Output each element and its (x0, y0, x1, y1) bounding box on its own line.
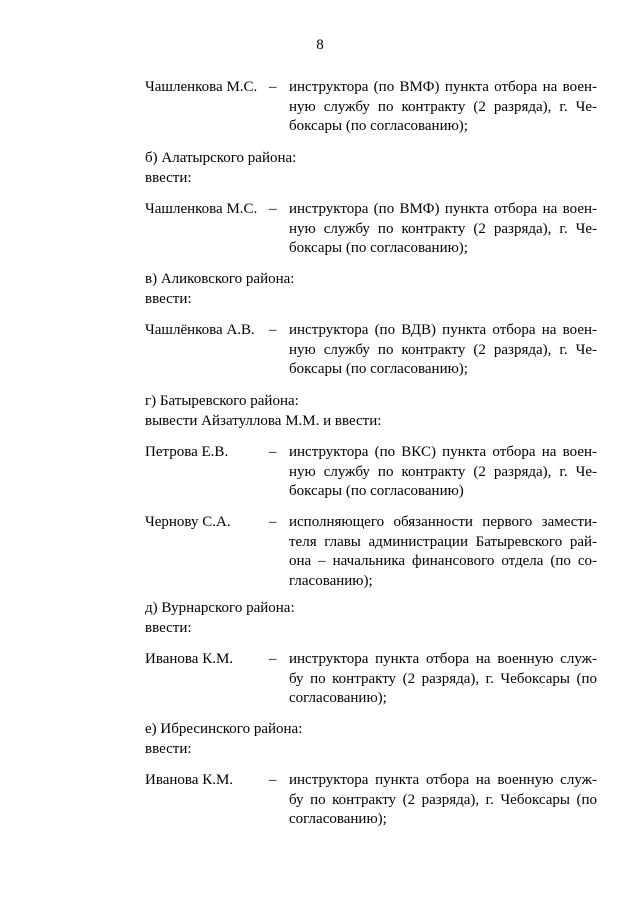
section-heading: г) Батыревского района: (145, 393, 299, 409)
section-vurnarsky (145, 599, 597, 638)
description-line: она – начальника финансового отдела (по со- (289, 553, 597, 570)
entry-ivanova-2 (145, 771, 597, 830)
position-description (289, 443, 597, 502)
dash: – (269, 322, 277, 338)
description-line: бу по контракту (2 разряда), г. Чебоксары (по (289, 791, 597, 808)
description-line: инструктора (по ВДВ) пункта отбора на воен- (289, 322, 597, 338)
section-action: ввести: (145, 740, 192, 757)
section-batyrevsky (145, 392, 597, 431)
dash: – (269, 444, 277, 460)
person-name: Иванова К.М. (145, 772, 234, 788)
section-action: ввести: (145, 169, 192, 186)
section-alikovsky (145, 270, 597, 309)
section-action: ввести: (145, 290, 192, 307)
entry-chashlyonkova (145, 321, 597, 380)
section-heading: д) Вурнарского района: (145, 600, 295, 616)
description-line: гласованию); (289, 572, 373, 589)
person-name: Чашленкова М.С. (145, 201, 258, 217)
entry-chashlenkova-1 (145, 78, 597, 137)
description-line: боксары (по согласованию) (289, 483, 464, 500)
description-line: теля главы администрации Батыревского рай- (289, 533, 597, 550)
person-name: Петрова Е.В. (145, 444, 229, 460)
description-line: ную службу по контракту (2 разряда), г. Че- (289, 341, 597, 358)
description-line: инструктора пункта отбора на военную служ- (289, 772, 597, 788)
page-number: 8 (316, 37, 324, 53)
position-description (289, 200, 597, 259)
description-line: согласованию); (289, 811, 387, 828)
section-heading: в) Аликовского района: (145, 271, 295, 287)
section-alatyrsky (145, 149, 597, 188)
description-line: ную службу по контракту (2 разряда), г. Че- (289, 463, 597, 480)
description-line: исполняющего обязанности первого замести- (289, 514, 597, 530)
section-action: вывести Айзатуллова М.М. и ввести: (145, 412, 382, 429)
description-line: боксары (по согласованию); (289, 118, 468, 135)
dash: – (269, 651, 277, 667)
description-line: инструктора пункта отбора на военную служ- (289, 651, 597, 667)
description-line: боксары (по согласованию); (289, 240, 468, 257)
description-line: согласованию); (289, 690, 387, 707)
dash: – (269, 772, 277, 788)
description-line: инструктора (по ВМФ) пункта отбора на воен- (289, 79, 597, 95)
position-description (289, 513, 597, 591)
section-heading: е) Ибресинского района: (145, 721, 303, 737)
person-name: Чашлёнкова А.В. (145, 322, 255, 338)
entry-petrova (145, 443, 597, 502)
position-description (289, 650, 597, 709)
description-line: инструктора (по ВКС) пункта отбора на воен- (289, 444, 597, 460)
entry-chashlenkova-2 (145, 200, 597, 259)
section-action: ввести: (145, 619, 192, 636)
position-description (289, 771, 597, 830)
position-description (289, 78, 597, 137)
section-heading: б) Алатырского района: (145, 150, 297, 166)
person-name: Чернову С.А. (145, 514, 231, 530)
description-line: боксары (по согласованию); (289, 361, 468, 378)
description-line: бу по контракту (2 разряда), г. Чебоксары (по (289, 670, 597, 687)
dash: – (269, 79, 277, 95)
dash: – (269, 514, 277, 530)
entry-chernov (145, 513, 597, 591)
person-name: Иванова К.М. (145, 651, 234, 667)
description-line: инструктора (по ВМФ) пункта отбора на воен- (289, 201, 597, 217)
section-ibresinsky (145, 720, 597, 759)
description-line: ную службу по контракту (2 разряда), г. Че- (289, 98, 597, 115)
description-line: ную службу по контракту (2 разряда), г. Че- (289, 220, 597, 237)
dash: – (269, 201, 277, 217)
position-description (289, 321, 597, 380)
person-name: Чашленкова М.С. (145, 79, 258, 95)
entry-ivanova-1 (145, 650, 597, 709)
